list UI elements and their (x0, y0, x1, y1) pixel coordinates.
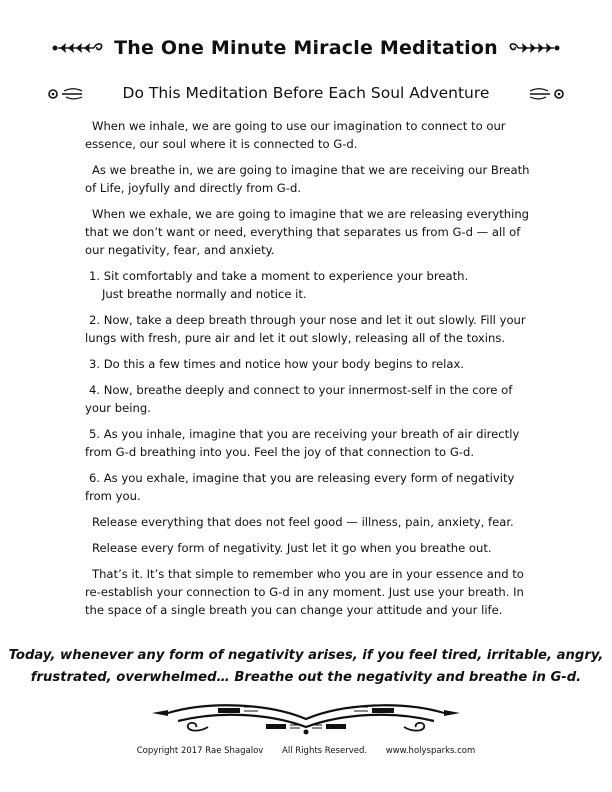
closing-message (0, 645, 612, 689)
title-ornament-left-icon (52, 41, 104, 55)
intro-paragraph-inhale: When we inhale, we are going to use our imagination to connect to our essence, our soul where it is connected to G-d. (85, 119, 506, 151)
footer-ornament-icon (148, 697, 464, 737)
footer-copyright: Copyright 2017 Rae Shagalov (136, 746, 264, 756)
step-2: 2. Now, take a deep breath through your nose and let it out slowly. Fill your lungs with fresh, pure air and let it out slowly, releasing all of the toxins. (85, 313, 526, 345)
step-3: 3. Do this a few times and notice how your body begins to relax. (89, 357, 464, 371)
title-row (0, 34, 612, 62)
step-1 (85, 267, 535, 303)
page-title: The One Minute Miracle Meditation (114, 37, 498, 59)
title-ornament-right-icon (508, 41, 560, 55)
subtitle-row (0, 84, 612, 106)
intro-paragraph-exhale: When we exhale, we are going to imagine that we are releasing everything that we don’t want or need, everything that separates us from G-d — all of our negativity, fear, and anxiety. (85, 207, 530, 257)
footer (0, 746, 612, 756)
step-6: 6. As you exhale, imagine that you are releasing every form of negativity from you. (85, 471, 515, 503)
closing-line-1: Today, whenever any form of negativity arises, if you feel tired, irritable, angry, (8, 648, 604, 663)
step-1-note: Just breathe normally and notice it. (102, 287, 307, 301)
footer-rights: All Rights Reserved. (282, 746, 368, 756)
summary-paragraph: That’s it. It’s that simple to remember who you are in your essence and to re-establish your connection to G-d in any moment. Just use your breath. In the space of a single breath you can change your attitude and your life. (85, 567, 524, 617)
step-1-text: 1. Sit comfortably and take a moment to experience your breath. (89, 269, 469, 283)
footer-website: www.holysparks.com (385, 746, 476, 756)
intro-paragraph-breathe-in: As we breathe in, we are going to imagine that we are receiving our Breath of Life, joyfully and directly from G-d. (85, 163, 530, 195)
step-4: 4. Now, breathe deeply and connect to your innermost-self in the core of your being. (85, 383, 513, 415)
closing-line-2: frustrated, overwhelmed… Breathe out the negativity and breathe in G-d. (30, 670, 582, 685)
meditation-body (85, 117, 535, 627)
step-5: 5. As you inhale, imagine that you are receiving your breath of air directly from G-d breathing into you. Feel the joy of that connection to G-d. (85, 427, 520, 459)
page-subtitle: Do This Meditation Before Each Soul Adventure (122, 84, 490, 102)
subtitle-ornament-right-icon (526, 86, 564, 102)
release-paragraph-negativity: Release every form of negativity. Just let it go when you breathe out. (92, 541, 492, 555)
release-paragraph-pain: Release everything that does not feel good — illness, pain, anxiety, fear. (92, 515, 514, 529)
